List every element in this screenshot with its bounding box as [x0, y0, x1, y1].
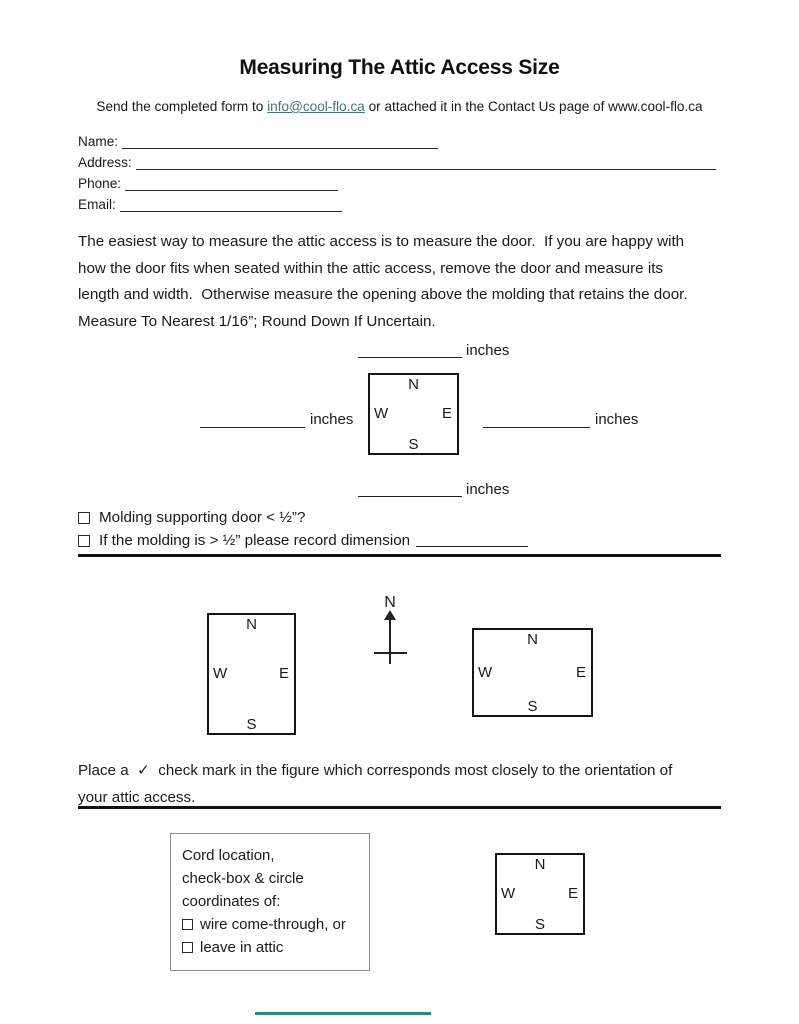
email-field-row — [78, 191, 721, 212]
compass-label-e: E — [567, 884, 578, 902]
north-arrow-shaft — [389, 618, 391, 664]
measurement-diagram — [0, 342, 799, 507]
subtitle-prefix: Send the completed form to — [96, 99, 268, 114]
landscape-orientation-figure[interactable] — [472, 628, 593, 717]
address-field-row — [78, 149, 721, 170]
molding-checkbox-row-1 — [78, 506, 528, 529]
cord-checkbox-1-icon[interactable] — [182, 919, 193, 930]
orientation-figures — [0, 592, 799, 747]
north-arrow-crossbar — [374, 652, 407, 654]
intro-line: Measure To Nearest 1/16”; Round Down If Uncertain. — [78, 312, 436, 330]
compass-label-n: N — [527, 631, 538, 648]
page-title: Measuring The Attic Access Size — [239, 56, 560, 79]
instruction-line: Place a ✓ check mark in the figure which corresponds most closely to the orientation of — [78, 762, 673, 779]
measure-blank-right[interactable] — [483, 427, 590, 428]
measure-blank-top[interactable] — [358, 357, 462, 358]
intro-line: how the door fits when seated within the attic access, remove the door and measure its — [78, 259, 664, 277]
email-link[interactable]: info@cool-flo.ca — [267, 99, 365, 114]
cord-coordinates-square[interactable] — [495, 853, 585, 935]
address-field-blank[interactable] — [136, 155, 716, 170]
contact-form — [78, 128, 721, 212]
cord-line: coordinates of: — [182, 893, 281, 910]
cord-checkbox-1-label: wire come-through, or — [200, 916, 346, 933]
compass-label-n: N — [408, 376, 419, 393]
molding-section — [78, 506, 528, 552]
cord-checkbox-2-label: leave in attic — [200, 939, 284, 956]
compass-label-w: W — [213, 664, 228, 682]
name-field-blank[interactable] — [122, 134, 438, 149]
phone-field-blank[interactable] — [125, 176, 338, 191]
compass-label-n: N — [534, 856, 546, 873]
email-field-label: Email: — [78, 197, 116, 212]
inches-label-top: inches — [466, 342, 510, 359]
checkmark-instruction — [78, 757, 672, 811]
compass-label-s: S — [534, 916, 545, 933]
address-field-label: Address: — [78, 155, 132, 170]
dimension-blank[interactable] — [416, 534, 528, 547]
molding-checkbox-2-icon[interactable] — [78, 535, 90, 547]
inches-label-right: inches — [595, 411, 639, 428]
cord-line: Cord location, — [182, 847, 275, 864]
measure-blank-bottom[interactable] — [358, 496, 462, 497]
phone-field-row — [78, 170, 721, 191]
email-field-blank[interactable] — [120, 197, 342, 212]
inches-label-bottom: inches — [466, 481, 510, 498]
intro-line: The easiest way to measure the attic access is to measure the door. If you are happy with — [78, 233, 685, 250]
compass-label-e: E — [278, 664, 289, 682]
cord-checkbox-row-2 — [182, 936, 369, 959]
subtitle — [0, 99, 799, 114]
compass-label-s: S — [408, 436, 419, 453]
compass-label-n: N — [246, 616, 257, 633]
north-arrow-label: N — [384, 594, 396, 611]
measure-blank-left[interactable] — [200, 427, 305, 428]
subtitle-suffix: or attached it in the Contact Us page of www.cool-flo.ca — [364, 99, 703, 114]
cord-checkbox-2-icon[interactable] — [182, 942, 193, 953]
compass-label-e: E — [575, 663, 586, 681]
attic-access-square — [368, 373, 459, 455]
intro-line: length and width. Otherwise measure the opening above the molding that retains the door. — [78, 286, 688, 303]
section-divider-2 — [78, 806, 721, 809]
intro-paragraph — [78, 229, 688, 335]
compass-label-s: S — [527, 698, 538, 715]
molding-checkbox-1-label: Molding supporting door < ½”? — [99, 509, 306, 526]
molding-checkbox-row-2 — [78, 529, 528, 552]
inches-label-left: inches — [310, 411, 354, 428]
name-field-label: Name: — [78, 134, 119, 149]
cord-location-box — [170, 833, 370, 971]
compass-label-w: W — [501, 884, 516, 902]
compass-label-w: W — [478, 663, 493, 681]
phone-field-label: Phone: — [78, 176, 122, 191]
name-field-row — [78, 128, 721, 149]
cord-checkbox-row-1 — [182, 913, 369, 936]
footer-accent-line — [255, 1012, 431, 1015]
cord-line: check-box & circle — [182, 870, 304, 887]
instruction-line: your attic access. — [78, 789, 196, 806]
compass-label-s: S — [246, 716, 257, 733]
molding-checkbox-1-icon[interactable] — [78, 512, 90, 524]
compass-label-e: E — [441, 404, 452, 422]
section-divider-1 — [78, 554, 721, 557]
portrait-orientation-figure[interactable] — [207, 613, 296, 735]
compass-label-w: W — [374, 404, 389, 422]
molding-checkbox-2-label: If the molding is > ½” please record dimension — [99, 532, 411, 549]
